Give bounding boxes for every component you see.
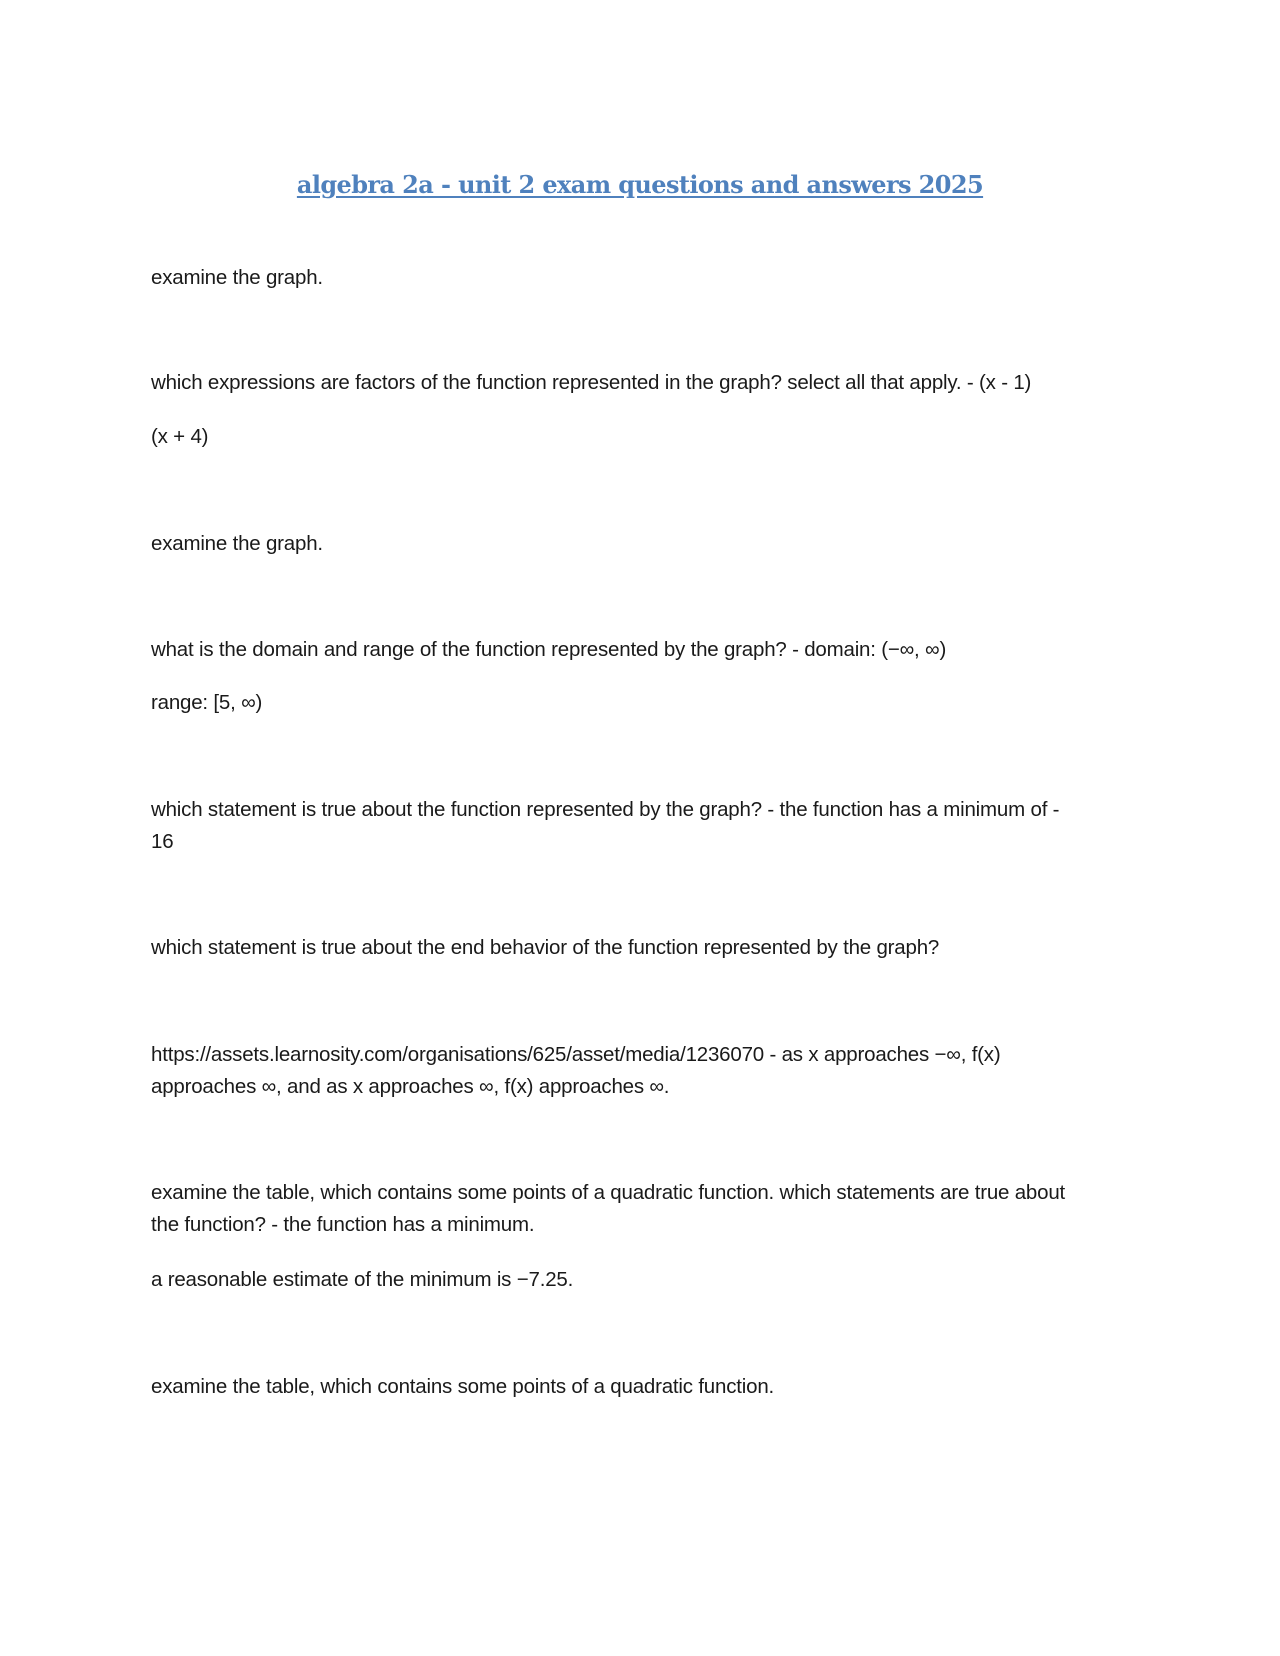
question-text: what is the domain and range of the function represented by the graph? - domain: (−∞, ∞)	[151, 638, 947, 661]
answer-text: 16	[151, 830, 174, 853]
answer-text: https://assets.learnosity.com/organisations/625/asset/media/1236070 - as x approaches −∞, f(x)	[151, 1043, 1001, 1066]
question-text: examine the graph.	[151, 266, 323, 289]
question-text: examine the table, which contains some points of a quadratic function. which statements are true about	[151, 1181, 1066, 1204]
question-text: which expressions are factors of the function represented in the graph? select all that apply. - (x - 1)	[151, 371, 1032, 394]
document-title: algebra 2a - unit 2 exam questions and answers 2025	[296, 170, 984, 199]
question-text: examine the graph.	[151, 532, 323, 555]
answer-text: range: [5, ∞)	[151, 691, 263, 714]
answer-text: the function? - the function has a minimum.	[151, 1213, 535, 1236]
question-text: which statement is true about the function represented by the graph? - the function has a minimum of -	[151, 798, 1060, 821]
answer-text: (x + 4)	[151, 425, 209, 448]
question-text: examine the table, which contains some points of a quadratic function.	[151, 1375, 775, 1398]
answer-text: a reasonable estimate of the minimum is −7.25.	[151, 1268, 574, 1291]
question-text: which statement is true about the end behavior of the function represented by the graph?	[151, 936, 940, 959]
answer-text: approaches ∞, and as x approaches ∞, f(x) approaches ∞.	[151, 1075, 670, 1098]
